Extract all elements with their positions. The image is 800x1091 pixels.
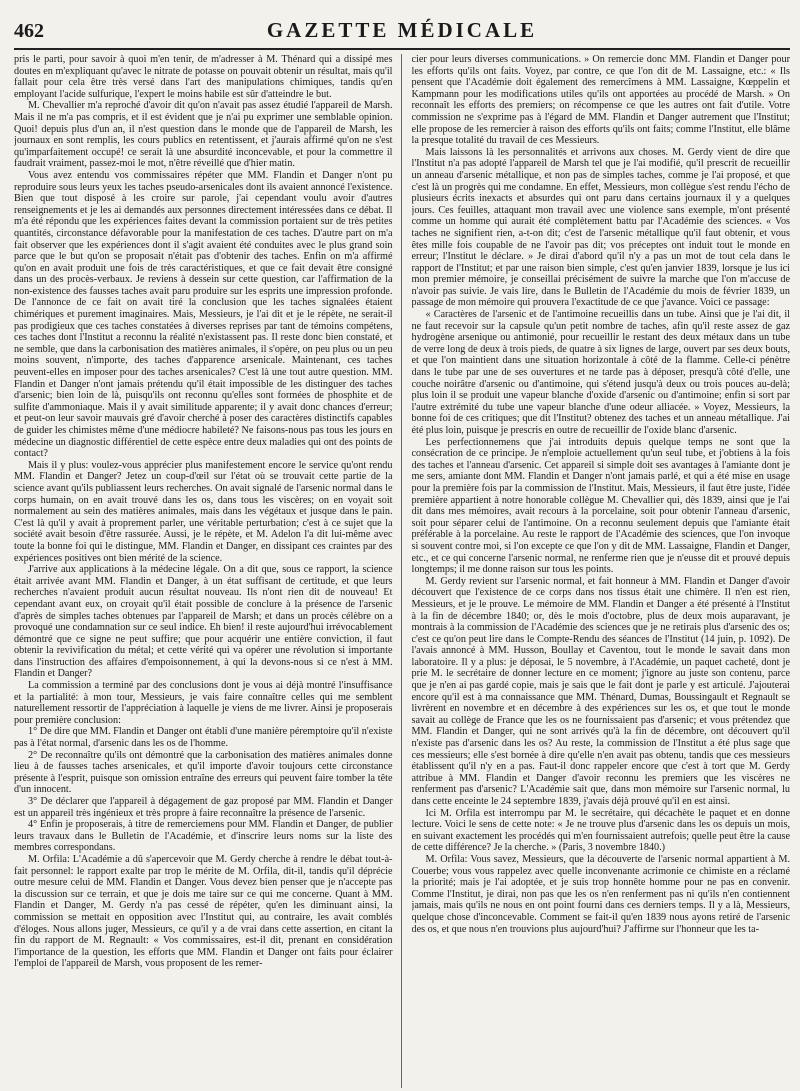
paragraph: Vous avez entendu vos commissaires répéter que MM. Flandin et Danger n'ont pu reproduire sous leurs yeux les taches pseudo-arsenicales dont ils avaient annoncé l'existence. Bien que tout disposé à les croire sur parole, j'ai cependant voulu avoir d'autres renseignements et je les ai demandés aux personnes directement intéressées dans ce débat. Il m'a été répondu que les expériences faites devant la commission portaient sur de très petites quantités, circonstance défavorable pour la manifestation de ces taches. D'autre part on m'a fait observer que les expériences dont il s'agit avaient été conduites avec le plus grand soin parce que le but qu'on se proposait n'était pas d'obtenir des taches. Enfin on m'a affirmé qu'on en avait produit une fois de très caractéristiques, et que ce fait devait être consigné dans un des procès-verbaux. Je reviens à dessein sur cette question, car l'affirmation de la non-existence des fausses taches avait paru produire sur les esprits une impression profonde. De l'annonce de ce fait on avait tiré la conclusion que les taches signalées étaient chimériques et purement imaginaires. Mais, Messieurs, je l'ai dit et je le répète, ne serait-il pas prodigieux que ces taches constatées à diverses reprises par tant de témoins compétens, ces taches dont l'Institut a reconnu la réalité n'existassent pas. Il reste donc bien constaté, et ne semble, que dans la carbonisation des matières animales, il s'opère, on peu plus ou un peu moins souvent, n'importe, des taches d'apparence arsenicale. Maintenant, ces taches peuvent-elles en imposer pour des taches arsenicales? C'est là une tout autre question. MM. Flandin et Danger n'ont jamais prétendu qu'il était impossible de les distinguer des taches d'arsenic; bien loin de là, puisqu'ils ont reconnu qu'elles sont formées de phosphite et de sulfite d'ammoniaque. Mais il y avait similitude apparente; il y avait donc chances d'erreur; et peut-on leur savoir mauvais gré d'avoir cherché à poser des caractères distinctifs capables de guider les chimistes même d'une médiocre habileté? Ne faisons-nous pas tous les jours en médecine un diagnostic différentiel de cette espèce entre deux maladies qui ont des points de contact? (14, 169, 393, 460)
paragraph: Mais laissons là les personnalités et arrivons aux choses. M. Gerdy vient de dire que l'Institut n'a pas adopté l'appareil de Marsh tel que je l'ai modifié, qu'il prescrit de recueillir un anneau d'arsenic métallique, et non pas de simples taches, comme je l'ai proposé, et que c'est là un progrès qui me condamne. En effet, Messieurs, mon collègue s'est rendu l'écho de plusieurs écrits inexacts et absurdes qui ont paru dans certains journaux il y a quelques jours. Ces feuilles, attaquant mon travail avec une violence sans exemple, m'ont présenté comme un homme qui aurait été complètement battu par l'Académie des sciences. « Vos taches ne signifient rien, a-t-on dit; c'est de l'arsenic métallique qu'il faut obtenir, et vous êtes mille fois coupable de ne l'avoir pas dit; vos préceptes ont induit tout le monde en erreur; l'Institut le déclare. » Je dirai d'abord qu'il n'y a pas un mot de tout cela dans le rapport de l'Institut; et par une raison bien simple, c'est qu'en janvier 1839, lorsque je lus ici mon premier mémoire, je conseillai précisément de suivre la marche que l'on m'accuse de n'avoir pas suivie. Je vais lire, dans le Bulletin de l'Académie du mois de février 1839, un passage de mon mémoire qui prouvera l'exactitude de ce que j'avance. Voici ce passage: (411, 146, 790, 309)
page-number: 462 (14, 20, 44, 42)
paragraph: Les perfectionnemens que j'ai introduits depuis quelque temps ne sont que la consécration de ce principe. Je n'emploie actuellement qu'un seul tube, et j'obtiens à la fois des taches et l'anneau d'arsenic. Cet appareil si simple doit ses avantages à l'amiante dont je me sers, amiante dont MM. Flandin et Danger n'ont jamais parlé, et qui a été mise en usage pour la première fois par la commission de l'Institut. Mais, Messieurs, il faut être juste, l'idée première appartient à notre honorable collègue M. Chevallier qui, dès 1839, ainsi que je l'ai dit dans mes mémoires, avait recours à la porcelaine, soit pour obtenir l'anneau d'arsenic, soit pour séparer celui de l'antimoine. On a reconnu seulement depuis que l'amiante était préférable à la porcelaine. Au reste le rapport de l'Académie des sciences, que l'on invoque si souvent contre moi, si l'on excepte ce que l'on y dit de MM. Lassaigne, Flandin et Danger, etc., et ce qui concerne l'arsenic normal, ne renferme rien que je n'eusse dit et prouvé depuis longtemps; il me donne raison sur tous les points. (411, 436, 790, 576)
paragraph: 1° De dire que MM. Flandin et Danger ont établi d'une manière péremptoire qu'il n'existe pas à l'état normal, d'arsenic dans les os de l'homme. (14, 726, 393, 750)
left-column (14, 54, 402, 1088)
right-column (412, 54, 791, 1088)
paragraph: pris le parti, pour savoir à quoi m'en tenir, de m'adresser à M. Thénard qui a dissipé mes doutes en m'expliquant qu'avec le nitrate de potasse on pouvait obtenir un résultat, mais qu'il fallait pour cela être très versé dans l'art des manipulations chimiques, tandis qu'en employant l'acide sulfurique, l'expert le moins habile est sûr d'atteindre le but. (14, 54, 393, 100)
paragraph: 2° De reconnaître qu'ils ont démontré que la carbonisation des matières animales donne lieu à de fausses taches arsenicales, et qu'il importe d'avoir toujours cette circonstance présente à l'esprit, puisque son omission entraîne des erreurs qui peuvent faire tomber la tête d'un innocent. (14, 749, 393, 796)
page-header (14, 18, 790, 50)
two-column-body (14, 54, 790, 1088)
paragraph: Ici M. Orfila est interrompu par M. le secrétaire, qui décachète le paquet et en donne lecture. Voici le sens de cette note: « Je ne trouve plus d'arsenic dans les os depuis un mois, en suivant exactement les procédés qui m'en fournissaient autrefois; quelle peut être la cause de cette différence? Je la cherche. » (Paris, 3 novembre 1840.) (411, 807, 790, 854)
paragraph: M. Gerdy revient sur l'arsenic normal, et fait honneur à MM. Flandin et Danger d'avoir découvert que l'existence de ce corps dans nos tissus était une chimère. Il n'en est rien, Messieurs, et je le prouve. Le mémoire de MM. Flandin et Danger a été présenté à l'Institut à la fin de décembre 1840; or, dès le mois d'octobre, plus de deux mois auparavant, je montrais à la commission de l'Académie des sciences que je ne retirais plus d'arsenic des os; c'est ce qu'on peut lire dans le Compte-Rendu des séances de l'Institut (14 juin, p. 1092). De l'avais annoncé à MM. Husson, Boullay et Caventou, tout le monde le savait dans mon laboratoire. Il y a plus: je déposai, le 5 novembre, à l'Académie, un paquet cacheté, dont je prie M. le secrétaire de donner lecture en ce moment; j'ignore au juste son contenu, parce que je n'en ai pas gardé copie, mais je sais que le fait dont je parle y est articulé. J'ajouterai encore qu'il est à ma connaissance que MM. Thénard, Dumas, Boussingault et Regnault se livrèrent en novembre et en décembre à des expériences sur les os, et que tout le monde savait au collège de France que les os ne fournissaient pas d'arsenic; et vous prétendez que MM. Flandin et Danger, qui ne sont arrivés qu'à la fin de décembre, ont découvert qu'il n'existe pas d'arsenic dans les os? Au reste, la commission de l'Institut a été plus sage que ces messieurs; elle s'est bornée à dire qu'elle n'en avait pas obtenu, tandis que ces messieurs établissent qu'il n'y en a pas. Faut-il donc rappeler encore que c'est à tort que M. Gerdy attribue à MM. Flandin et Danger d'avoir reconnu les premiers que les viscères ne renferment pas d'arsenic? L'Académie sait que, dans mon mémoire sur l'arsenic normal, lu dans cette enceinte le 24 septembre 1839, j'avais déjà prouvé qu'il en est ainsi. (411, 575, 790, 807)
paragraph: Mais il y plus: voulez-vous apprécier plus manifestement encore le service qu'ont rendu MM. Flandin et Danger? Jetez un coup-d'œil sur l'état où se trouvait cette partie de la science avant qu'ils publiassent leurs recherches. On avait signalé de l'arsenic normal dans le corps humain, on en avait trouvé dans les os, dans tous les viscères; on en voyait soit normalement au sein des matières animales, mais dans les végétaux et jusque dans le pain. C'est là qu'il y avait à proprement parler, une véritable perturbation; c'est à ce sujet que la société avait besoin d'être rassurée. Aussi, je le répète, et M. Adelon l'a dit lui-même avec toute la bonne foi qui le distingue, MM. Flandin et Danger, en dissipant ces craintes par des expériences positives ont bien mérité de la science. (14, 459, 393, 564)
paragraph: J'arrive aux applications à la médecine légale. On a dit que, sous ce rapport, la science était arrivée avant MM. Flandin et Danger, à un état suffisant de certitude, et que leurs recherches n'avaient produit aucun résultat nouveau. Ils n'ont rien dit de nouveau! Et cependant avant eux, on croyait qu'il était possible de conclure à la présence de l'arsenic d'après de simples taches obtenues par l'appareil de Marsh; et dans un procès célèbre on a provoqué une condamnation sur ce seul indice. Eh bien! il reste aujourd'hui irrévocablement démontré que ce signe ne peut suffire; que pour acquérir une entière conviction, il faut obtenir la revivification du métal; et cette vérité qui va opérer une révolution si importante dans l'instruction des affaires d'empoisonnement, à qui la devons-nous si ce n'est à MM. Flandin et Danger? (14, 564, 393, 680)
paragraph: M. Orfila: L'Académie a dû s'apercevoir que M. Gerdy cherche à rendre le débat tout-à-fait personnel: le rapport exalte par trop le mérite de M. Orfila, dit-il, tandis qu'il déprécie outre mesure celui de MM. Flandin et Danger. Vous devez bien penser que je n'accepte pas la discussion sur ce terrain, et que je dois me taire sur ce qui me concerne. Quant à MM. Flandin et Danger, M. Gerdy n'a pas cessé de répéter, qu'en les diminuant ainsi, la commission se mettait en opposition avec l'Institut qui, au contraire, les avait comblés d'éloges. Nous allons juger, Messieurs, ce qu'il y a de vrai dans cette assertion, en citant la fin du rapport de M. Regnault: « Vos commissaires, est-il dit, prenant en considération l'importance de la question, les efforts que MM. Flandin et Danger ont faits pour éclairer l'emploi de l'appareil de Marsh, vous proposent de les remer- (14, 853, 393, 970)
paragraph: M. Orfila: Vous savez, Messieurs, que la découverte de l'arsenic normal appartient à M. Couerbe; vous vous rappelez avec quelle inconvenante acrimonie ce chimiste en a réclamé la priorité; mais je l'ai adoptée, et je suis trop honnête homme pour ne pas en convenir. Comme l'Institut, je dirai, non pas que les os n'en renferment pas ni qu'ils n'en contiennent jamais, mais qu'ils ne nous en ont point fourni dans ces derniers temps. Il y a là, Messieurs, quelque chose d'inconcevable. Comment se fait-il qu'en 1839 nous ayons retiré de l'arsenic des os, et que nous n'en trouvions plus aujourd'hui? J'affirme sur l'honneur que les ta- (411, 853, 790, 935)
journal-title: GAZETTE MÉDICALE (266, 18, 538, 42)
paragraph: cier pour leurs diverses communications. » On remercie donc MM. Flandin et Danger pour les efforts qu'ils ont faits. Voyez, par contre, ce que l'on dit de M. Lassaigne, etc.: « Ils pensent que l'Académie doit également des remercîmens à MM. Lassaigne, Kœppelin et Kampmann pour les modifications utiles qu'ils ont apportées au procédé de Marsh. » On reconnaît les efforts des premiers; on récompense ce que les autres ont fait d'utile. Votre commission ne s'exprime pas à l'égard de MM. Flandin et Danger autrement que l'Institut; elle propose de les remercier à raison des efforts qu'ils ont faits; comme l'Institut, elle blâme la presque totalité du travail de ces Messieurs. (411, 54, 790, 147)
paragraph: La commission a terminé par des conclusions dont je vous ai déjà montré l'insuffisance et la partialité: à mon tour, Messieurs, je vais faire connaître celles qui me semblent naturellement ressortir de l'appréciation à laquelle je viens de me livrer. Ainsi je proposerais pour première conclusion: (14, 680, 393, 726)
paragraph: M. Chevallier m'a reproché d'avoir dit qu'on n'avait pas assez étudié l'appareil de Marsh. Mais il ne m'a pas compris, et il est évident que je n'ai pu exprimer une semblable opinion. Quoi! depuis plus d'un an, il n'est question dans le monde que de l'appareil de Marsh, les journaux en sont remplis, les cours publics en retentissent, et j'aurais affirmé qu'on ne s'est qu'imparfaitement occupé! ce serait là une absurdité inconcevable, et pour la commettre il faudrait vraiment, passez-moi le mot, n'être réveillé que d'hier matin. (14, 100, 393, 170)
paragraph: « Caractères de l'arsenic et de l'antimoine recueillis dans un tube. Ainsi que je l'ai dit, il ne faut recevoir sur la capsule qu'un petit nombre de taches, afin qu'il reste assez de gaz hydrogène arsenique ou antimonié, pour recueillir le restant des deux métaux dans un tube de verre long de deux à trois pieds, de quatre à six lignes de large, ouvert par ses deux bouts, et que l'on maintient dans une situation horizontale à côté de la flamme. Celle-ci pénètre dans le tube par une de ses ouvertures et ne tarde pas à déposer, presqu'à côté d'elle, une couche noirâtre d'arsenic ou d'antimoine, qui s'étend jusqu'à deux ou trois pouces au-delà; plus loin il se produit une vapeur blanche d'oxide d'arsenic ou d'antimoine; enfin si sort par l'autre extrémité du tube une vapeur blanche d'une odeur alliacée. » Voyez, Messieurs, la bonne foi de ces critiques; que dit l'Institut? obtenez des taches et un anneau métallique. J'ai été plus loin, puisque je prescris en outre de recueillir de l'oxide blanc d'arsenic. (411, 309, 790, 436)
paragraph: 3° De déclarer que l'appareil à dégagement de gaz proposé par MM. Flandin et Danger est un appareil très ingénieux et très propre à faire reconnaître la présence de l'arsenic. (14, 796, 393, 819)
paragraph: 4° Enfin je proposerais, à titre de remerciemens pour MM. Flandin et Danger, de publier leurs travaux dans le Bulletin de l'Académie, et d'inscrire leurs noms sur la liste des membres correspondans. (14, 819, 393, 854)
